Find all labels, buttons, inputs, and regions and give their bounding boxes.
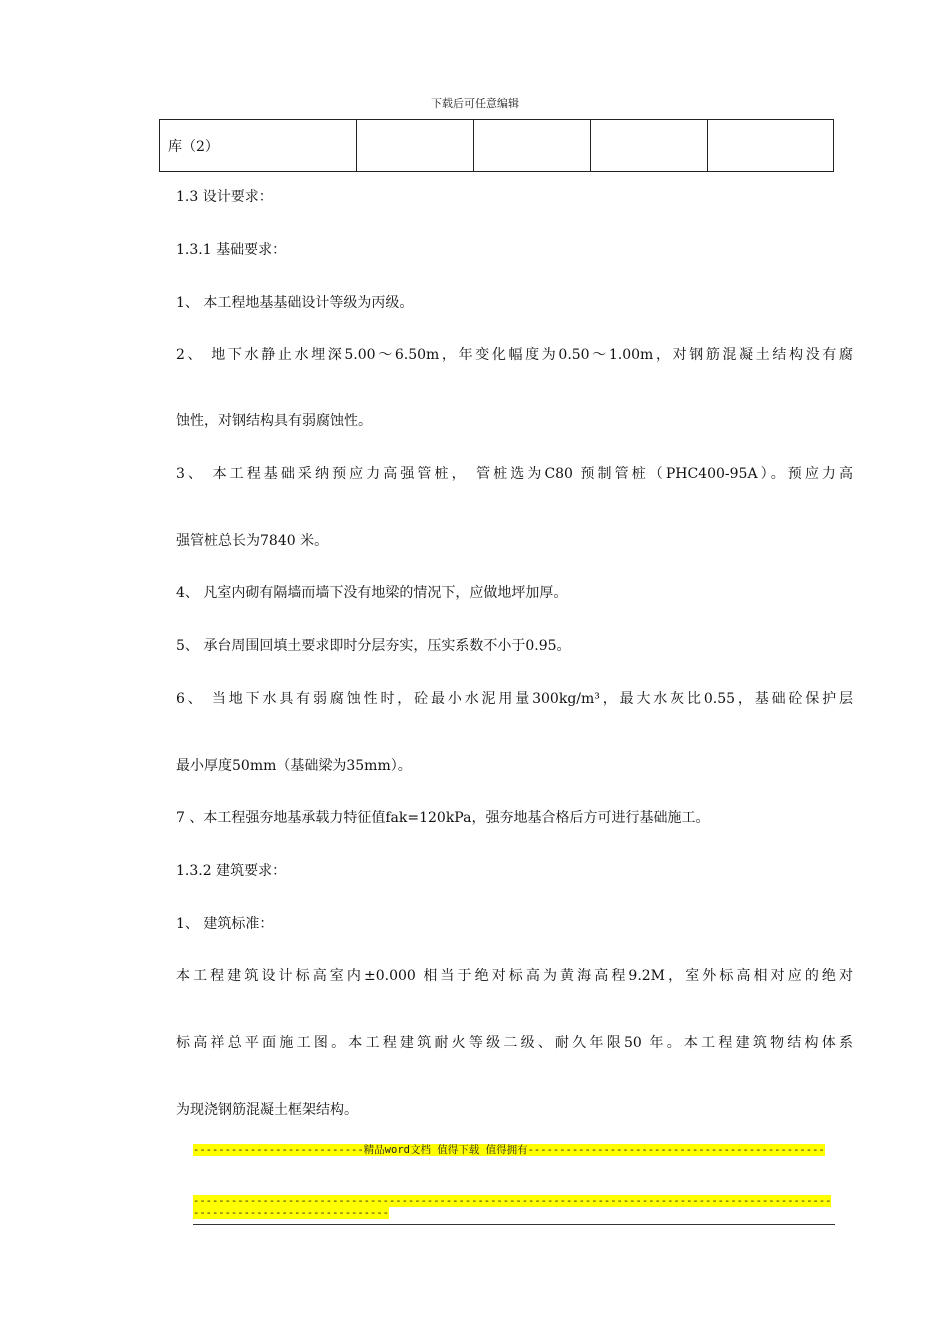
paragraph: 6、 当地下水具有弱腐蚀性时，砼最小水泥用量300kg/m³，最大水灰比0.55，基础砼保护层: [176, 691, 853, 707]
subsection-heading: 1.3.1 基础要求：: [176, 242, 287, 258]
paragraph: 5、 承台周围回填土要求即时分层夯实，压实系数不小于0.95。: [176, 638, 571, 654]
paragraph: 7 、本工程强夯地基承载力特征值fak=120kPa，强夯地基合格后方可进行基础施工。: [176, 810, 710, 826]
page-header: 下载后可任意编辑: [431, 97, 519, 110]
paragraph: 最小厚度50mm（基础梁为35mm）。: [176, 758, 412, 774]
paragraph: 为现浇钢筋混凝土框架结构。: [176, 1102, 358, 1118]
table-fragment: [159, 119, 834, 172]
subsection-heading: 1.3.2 建筑要求：: [176, 863, 287, 879]
footer-rule: [193, 1224, 835, 1225]
footer-banner: [193, 1144, 835, 1156]
table-cell: [474, 120, 591, 172]
paragraph: 蚀性，对钢结构具有弱腐蚀性。: [176, 413, 372, 429]
paragraph: 本工程建筑设计标高室内±0.000 相当于绝对标高为黄海高程9.2M，室外标高相对应的绝对: [176, 968, 853, 984]
table-cell: 库（2）: [160, 120, 357, 172]
table-cell: [591, 120, 708, 172]
table-row: [160, 120, 834, 172]
paragraph: 强管桩总长为7840 米。: [176, 533, 329, 549]
paragraph: 1、 本工程地基基础设计等级为丙级。: [176, 295, 414, 311]
paragraph: 3、 本工程基础采纳预应力高强管桩， 管桩选为C80 预制管桩（PHC400-95A）。预应力高: [176, 466, 853, 482]
footer-dashes-line: ------------------------------------------------------------------------------------------------------------------------------------: [193, 1195, 832, 1219]
paragraph: 1、 建筑标准：: [176, 916, 274, 932]
footer-banner-line: ---------------------------精品word文档 值得下载 值得拥有-----------------------------------------------: [193, 1144, 825, 1156]
footer-dashes: [193, 1195, 835, 1219]
table-cell: [708, 120, 834, 172]
paragraph: 4、 凡室内砌有隔墙而墙下没有地梁的情况下，应做地坪加厚。: [176, 585, 568, 601]
paragraph: 2、 地下水静止水埋深5.00～6.50m，年变化幅度为0.50～1.00m，对钢筋混凝土结构没有腐: [176, 347, 853, 363]
section-heading: 1.3 设计要求：: [176, 189, 273, 205]
table-cell: [357, 120, 474, 172]
paragraph: 标高祥总平面施工图。本工程建筑耐火等级二级、耐久年限50 年。本工程建筑物结构体系: [176, 1035, 853, 1051]
